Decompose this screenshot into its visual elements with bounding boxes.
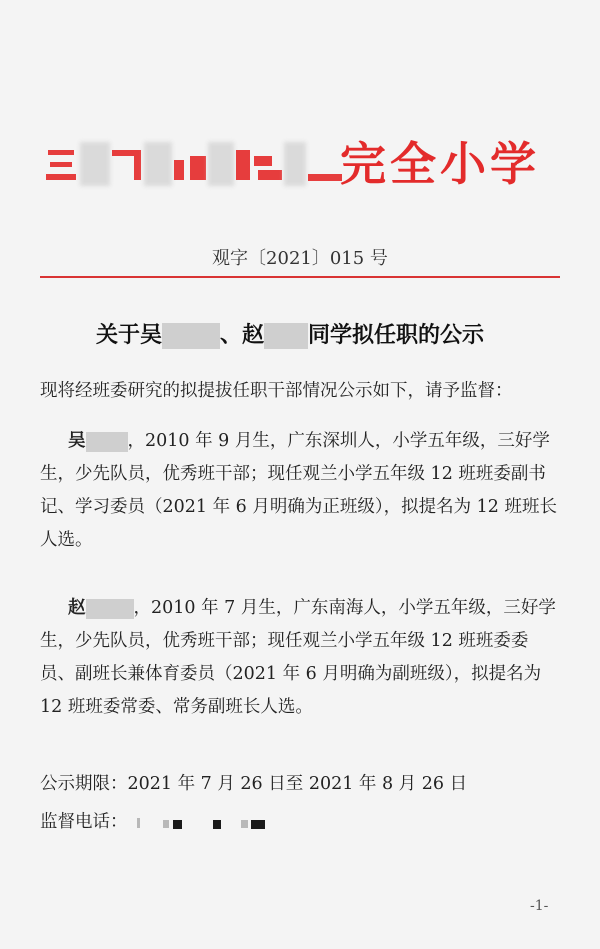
candidate2-paragraph (40, 592, 560, 724)
candidate2-text: ，2010 年 7 月生，广东南海人，小学五年级，三好学生，少先队员，优秀班干部；现任观兰小学五年级 12 班班委委员、副班长兼体育委员（2021 年 6 月明确为副班级），拟提名为 12 班班委常委、常务副班长人选。 (40, 598, 556, 717)
page-number: -1- (530, 898, 549, 914)
redacted-name-2 (264, 323, 308, 349)
title-part2: 同学拟任职的公示 (308, 322, 485, 348)
letterhead (40, 128, 560, 198)
redacted-name-1 (162, 323, 220, 349)
redacted-school-name (40, 138, 350, 188)
title-sep: 、赵 (220, 322, 265, 348)
document-number: 观字〔2021〕015 号 (212, 248, 388, 269)
candidate1-name: 吴 (68, 431, 86, 451)
redacted-phone-number (133, 814, 283, 832)
publicity-period (40, 770, 467, 795)
candidate1-paragraph (40, 425, 560, 557)
period-value: 2021 年 7 月 26 日至 2021 年 8 月 26 日 (127, 774, 468, 794)
redacted-name-3 (86, 432, 128, 452)
supervision-phone (40, 808, 283, 833)
period-label: 公示期限： (40, 774, 128, 794)
redacted-name-4 (86, 599, 134, 619)
title-part1: 关于吴 (96, 322, 163, 348)
candidate1-text: ，2010 年 9 月生，广东深圳人，小学五年级，三好学生，少先队员，优秀班干部；现任观兰小学五年级 12 班班委副书记、学习委员（2021 年 6 月明确为正班级），拟提名为 12 班班长人选。 (40, 431, 558, 550)
phone-label: 监督电话： (40, 812, 128, 832)
school-name-suffix: 完全小学 (340, 137, 540, 191)
intro-paragraph: 现将经班委研究的拟提拔任职干部情况公示如下，请予监督： (40, 381, 513, 401)
candidate2-name: 赵 (68, 598, 86, 618)
red-divider-line (40, 276, 560, 278)
notice-title (96, 318, 484, 349)
